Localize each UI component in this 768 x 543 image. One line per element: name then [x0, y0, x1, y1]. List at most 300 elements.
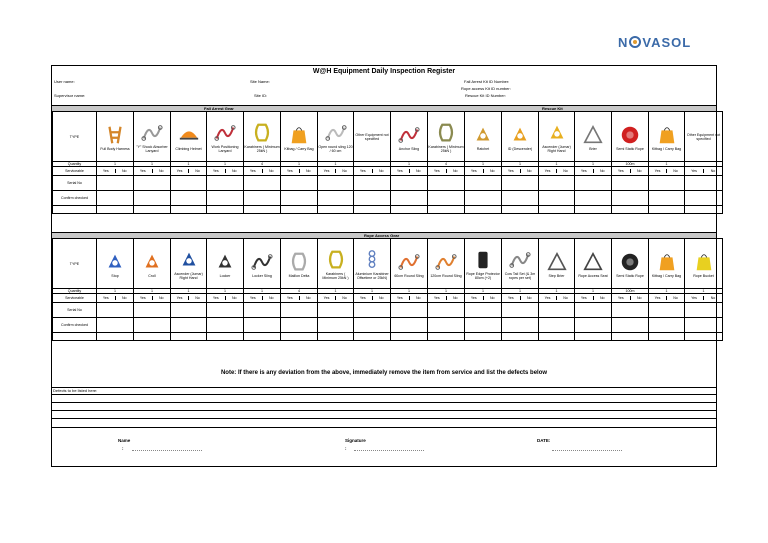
serial-cell[interactable] — [502, 303, 539, 318]
equipment-name: Aluminium Karabiner Offsetime or 25kN) — [355, 271, 389, 280]
blank-cell — [539, 206, 575, 214]
quantity-cell: 100m — [612, 289, 649, 294]
no-option[interactable]: No — [526, 169, 532, 173]
confirm-cell[interactable] — [354, 318, 391, 333]
serviceable-cell[interactable] — [685, 294, 723, 303]
no-option[interactable]: No — [415, 296, 421, 300]
sling-icon — [434, 251, 458, 273]
confirm-cell[interactable] — [465, 318, 502, 333]
yes-option[interactable]: Yes — [685, 296, 704, 300]
yes-option[interactable]: Yes — [428, 296, 447, 300]
equipment-type-cell — [134, 239, 171, 289]
equipment-name: 60cm Round Sling — [394, 273, 424, 278]
fall-arrest-kit-label: Fall Arrest Kit ID Number: — [464, 79, 510, 84]
no-option[interactable]: No — [268, 296, 274, 300]
serial-cell[interactable] — [649, 303, 685, 318]
name-colon: : — [122, 446, 124, 451]
confirm-cell[interactable] — [428, 318, 465, 333]
serviceable-cell[interactable] — [318, 167, 354, 176]
confirm-cell[interactable] — [318, 191, 354, 206]
quantity-cell: 1 — [281, 162, 318, 167]
ascender-icon — [177, 249, 201, 271]
serviceable-cell[interactable] — [612, 167, 649, 176]
sling-icon — [397, 251, 421, 273]
no-option[interactable]: No — [710, 169, 716, 173]
confirm-cell[interactable] — [612, 318, 649, 333]
serial-cell[interactable] — [97, 303, 134, 318]
serial-cell[interactable] — [612, 303, 649, 318]
confirm-cell[interactable] — [502, 318, 539, 333]
equipment-type-cell — [281, 112, 318, 162]
serviceable-cell[interactable] — [428, 294, 465, 303]
serviceable-cell[interactable] — [649, 294, 685, 303]
equipment-type-cell — [207, 112, 244, 162]
yes-option[interactable]: Yes — [685, 169, 704, 173]
confirm-cell[interactable] — [281, 191, 318, 206]
confirm-cell[interactable] — [244, 191, 281, 206]
blank-cell — [53, 333, 97, 341]
no-option[interactable]: No — [452, 296, 458, 300]
serial-cell[interactable] — [354, 303, 391, 318]
karabiner-icon — [324, 249, 348, 271]
yes-option[interactable]: Yes — [244, 169, 263, 173]
no-option[interactable]: No — [673, 296, 678, 300]
equipment-type-cell — [354, 239, 391, 289]
logo-o-mark — [629, 36, 641, 48]
blank-cell — [354, 333, 391, 341]
chain-icon — [360, 249, 384, 271]
yes-option[interactable]: Yes — [575, 169, 594, 173]
serviceable-row-label: Serviceable — [53, 167, 97, 176]
serial-cell[interactable] — [539, 176, 575, 191]
confirm-cell[interactable] — [97, 191, 134, 206]
serviceable-cell[interactable] — [575, 294, 612, 303]
equipment-type-cell — [171, 239, 207, 289]
equipment-type-cell — [244, 239, 281, 289]
no-option[interactable]: No — [378, 169, 384, 173]
equipment-type-cell — [318, 239, 354, 289]
confirm-cell[interactable] — [539, 191, 575, 206]
serial-cell[interactable] — [354, 176, 391, 191]
helmet-icon — [177, 124, 201, 146]
serviceable-cell[interactable] — [134, 294, 171, 303]
locker-icon — [213, 251, 237, 273]
defect-line — [52, 427, 716, 428]
serviceable-cell[interactable] — [354, 167, 391, 176]
karabiner-icon — [250, 122, 274, 144]
blank-cell — [612, 333, 649, 341]
equipment-name: Semi Static Rope — [616, 146, 644, 151]
rope-access-kit-label: Rope access Kit ID number: — [461, 86, 511, 91]
confirm-cell[interactable] — [649, 191, 685, 206]
equipment-type-cell — [465, 239, 502, 289]
confirm-cell[interactable] — [685, 318, 723, 333]
blank-cell — [465, 206, 502, 214]
equipment-name: Work Positioning Lanyard — [211, 144, 239, 153]
serviceable-cell[interactable] — [575, 167, 612, 176]
serviceable-cell[interactable] — [97, 167, 134, 176]
serial-cell[interactable] — [428, 176, 465, 191]
serial-cell[interactable] — [649, 176, 685, 191]
croll-icon — [140, 251, 164, 273]
serviceable-cell[interactable] — [354, 294, 391, 303]
confirm-cell[interactable] — [171, 318, 207, 333]
quantity-cell: 1 — [575, 289, 612, 294]
confirm-cell[interactable] — [685, 191, 723, 206]
date-field[interactable] — [552, 450, 622, 451]
blank-cell — [207, 333, 244, 341]
serial-cell[interactable] — [502, 176, 539, 191]
confirm-cell[interactable] — [134, 191, 171, 206]
serviceable-cell[interactable] — [281, 294, 318, 303]
yes-option[interactable]: Yes — [354, 169, 373, 173]
confirm-cell[interactable] — [354, 191, 391, 206]
defect-line — [52, 394, 716, 395]
yes-option[interactable]: Yes — [207, 169, 226, 173]
yes-option[interactable]: Yes — [171, 296, 189, 300]
no-option[interactable]: No — [378, 296, 384, 300]
yes-option[interactable]: Yes — [649, 169, 667, 173]
top-equipment-table — [52, 111, 723, 214]
confirm-cell[interactable] — [575, 318, 612, 333]
no-option[interactable]: No — [599, 296, 605, 300]
blank-cell — [391, 333, 428, 341]
confirm-cell[interactable] — [465, 191, 502, 206]
equipment-type-cell — [134, 112, 171, 162]
serviceable-cell[interactable] — [465, 167, 502, 176]
yes-option[interactable]: Yes — [575, 296, 594, 300]
no-option[interactable]: No — [526, 296, 532, 300]
yes-option[interactable]: Yes — [428, 169, 447, 173]
site-id-label: Site ID: — [254, 93, 268, 98]
bucket-icon — [692, 251, 716, 273]
fall-arrest-gear-heading: Fall Arrest Gear — [204, 106, 234, 111]
confirm-cell[interactable] — [649, 318, 685, 333]
serviceable-cell[interactable] — [685, 167, 723, 176]
quantity-cell: 4 — [281, 289, 318, 294]
blank-cell — [649, 206, 685, 214]
no-option[interactable]: No — [268, 169, 274, 173]
quantity-row-label: Quantity — [53, 162, 97, 167]
serviceable-cell[interactable] — [207, 294, 244, 303]
brier-icon — [581, 124, 605, 146]
signature-field[interactable] — [354, 450, 424, 451]
confirm-cell[interactable] — [502, 191, 539, 206]
no-option[interactable]: No — [158, 296, 164, 300]
yes-option[interactable]: Yes — [502, 169, 521, 173]
confirm-cell[interactable] — [612, 191, 649, 206]
equipment-type-cell — [612, 239, 649, 289]
blank-cell — [134, 206, 171, 214]
defects-label: Defects to be listed here: — [53, 388, 98, 393]
yes-option[interactable]: Yes — [465, 169, 484, 173]
equipment-name: Ratchet — [476, 146, 490, 151]
serviceable-row-label: Serviceable — [53, 294, 97, 303]
brier-icon — [545, 251, 569, 273]
serial-cell[interactable] — [97, 176, 134, 191]
equipment-name: Locker Sling — [252, 273, 272, 278]
quantity-cell: 1 — [171, 162, 207, 167]
maillon-icon — [287, 251, 311, 273]
no-option[interactable]: No — [415, 169, 421, 173]
serviceable-cell[interactable] — [244, 167, 281, 176]
serial-row-label: Serial No — [53, 303, 97, 318]
quantity-cell: 1 — [134, 162, 171, 167]
blank-cell — [685, 206, 723, 214]
no-option[interactable]: No — [342, 169, 347, 173]
quantity-cell: 1 — [465, 289, 502, 294]
serial-cell[interactable] — [391, 176, 428, 191]
supervisor-name-label: Supervisor name: — [54, 93, 86, 98]
no-option[interactable]: No — [195, 296, 200, 300]
yes-option[interactable]: Yes — [281, 169, 300, 173]
equipment-name: Full Body Harness — [100, 146, 130, 151]
serviceable-cell[interactable] — [318, 294, 354, 303]
blank-cell — [207, 206, 244, 214]
confirm-cell[interactable] — [134, 318, 171, 333]
signature-label: Signature — [345, 438, 366, 443]
serviceable-cell[interactable] — [649, 167, 685, 176]
confirm-cell[interactable] — [244, 318, 281, 333]
yes-option[interactable]: Yes — [97, 296, 116, 300]
blank-cell — [244, 333, 281, 341]
yes-option[interactable]: Yes — [391, 169, 410, 173]
blank-cell — [97, 206, 134, 214]
no-option[interactable]: No — [305, 296, 311, 300]
serial-cell[interactable] — [171, 176, 207, 191]
yes-option[interactable]: Yes — [134, 169, 153, 173]
yes-option[interactable]: Yes — [207, 296, 226, 300]
quantity-cell: 4 — [428, 162, 465, 167]
confirm-cell[interactable] — [207, 318, 244, 333]
serial-cell[interactable] — [685, 303, 723, 318]
no-option[interactable]: No — [121, 296, 127, 300]
no-option[interactable]: No — [195, 169, 200, 173]
no-option[interactable]: No — [452, 169, 458, 173]
equipment-name: Semi Static Rope — [616, 273, 644, 278]
serviceable-cell[interactable] — [465, 294, 502, 303]
no-option[interactable]: No — [563, 296, 568, 300]
serviceable-cell[interactable] — [539, 294, 575, 303]
deviation-note: Note: If there is any deviation from the above, immediately remove the item from service and list the defects below — [220, 370, 548, 376]
yes-option[interactable]: Yes — [318, 169, 336, 173]
bag-icon — [655, 124, 679, 146]
confirm-cell[interactable] — [391, 318, 428, 333]
serviceable-cell[interactable] — [134, 167, 171, 176]
no-option[interactable]: No — [636, 169, 642, 173]
divider — [52, 387, 716, 388]
quantity-cell: 1 — [207, 162, 244, 167]
blank-cell — [354, 206, 391, 214]
confirm-cell[interactable] — [428, 191, 465, 206]
serial-cell[interactable] — [465, 303, 502, 318]
confirm-cell[interactable] — [207, 191, 244, 206]
quantity-cell: 1 — [539, 162, 575, 167]
no-option[interactable]: No — [563, 169, 568, 173]
no-option[interactable]: No — [231, 296, 237, 300]
no-option[interactable]: No — [636, 296, 642, 300]
yes-option[interactable]: Yes — [171, 169, 189, 173]
type-row-label: TYPE — [53, 112, 97, 162]
rescue-kit-label: Rescue Kit ID Number: — [465, 93, 506, 98]
confirm-cell[interactable] — [539, 318, 575, 333]
equipment-name: Rope Access Seat — [578, 273, 608, 278]
serviceable-cell[interactable] — [539, 167, 575, 176]
serial-cell[interactable] — [207, 303, 244, 318]
equipment-type-cell — [649, 112, 685, 162]
serial-cell[interactable] — [685, 176, 723, 191]
sling-icon — [324, 122, 348, 144]
serial-cell[interactable] — [244, 303, 281, 318]
equipment-name: 120cm Round Sling — [430, 273, 462, 278]
equipment-name: Open round sling 120 / 60 cm — [318, 144, 353, 153]
confirm-cell[interactable] — [97, 318, 134, 333]
descender-icon — [508, 124, 532, 146]
yes-option[interactable]: Yes — [502, 296, 521, 300]
yes-option[interactable]: Yes — [649, 296, 667, 300]
serial-cell[interactable] — [575, 303, 612, 318]
quantity-cell: 1 — [649, 162, 685, 167]
serviceable-cell[interactable] — [502, 294, 539, 303]
yes-option[interactable]: Yes — [134, 296, 153, 300]
no-option[interactable]: No — [599, 169, 605, 173]
equipment-type-cell — [685, 112, 723, 162]
confirm-cell[interactable] — [391, 191, 428, 206]
quantity-cell: 1 — [685, 289, 723, 294]
equipment-name: Kitbag / Carry Bag — [651, 146, 682, 151]
serviceable-cell[interactable] — [207, 167, 244, 176]
serial-cell[interactable] — [281, 303, 318, 318]
serial-cell[interactable] — [244, 176, 281, 191]
serviceable-cell[interactable] — [281, 167, 318, 176]
confirm-cell[interactable] — [281, 318, 318, 333]
serial-cell[interactable] — [428, 303, 465, 318]
equipment-type-cell — [354, 112, 391, 162]
quantity-cell: 1 — [171, 289, 207, 294]
serviceable-cell[interactable] — [97, 294, 134, 303]
equipment-type-cell — [612, 112, 649, 162]
equipment-name: Croll — [148, 273, 156, 278]
no-option[interactable]: No — [489, 169, 495, 173]
confirm-cell[interactable] — [171, 191, 207, 206]
serial-cell[interactable] — [539, 303, 575, 318]
serial-cell[interactable] — [391, 303, 428, 318]
serviceable-cell[interactable] — [502, 167, 539, 176]
serviceable-cell[interactable] — [244, 294, 281, 303]
equipment-type-cell — [649, 239, 685, 289]
yes-option[interactable]: Yes — [97, 169, 116, 173]
user-name-label: User name: — [54, 79, 75, 84]
harness-icon — [103, 124, 127, 146]
name-field[interactable] — [132, 450, 202, 451]
no-option[interactable]: No — [342, 296, 347, 300]
quantity-cell: 1 — [318, 162, 354, 167]
bag-icon — [287, 124, 311, 146]
serial-cell[interactable] — [612, 176, 649, 191]
logo-text: VASOL — [642, 34, 692, 50]
blank-cell — [502, 333, 539, 341]
serial-cell[interactable] — [171, 303, 207, 318]
sling-icon — [397, 124, 421, 146]
blank-cell — [244, 206, 281, 214]
blank-cell — [318, 206, 354, 214]
yes-option[interactable]: Yes — [612, 296, 631, 300]
equipment-name: Rope Edge Protector 80cm (+2) — [466, 271, 500, 280]
confirm-cell[interactable] — [575, 191, 612, 206]
serial-cell[interactable] — [281, 176, 318, 191]
yes-option[interactable]: Yes — [612, 169, 631, 173]
no-option[interactable]: No — [673, 169, 678, 173]
serial-cell[interactable] — [134, 176, 171, 191]
logo-text: N — [618, 34, 629, 50]
equipment-name: Karabiners ( Minimum 25kN ) — [428, 144, 464, 153]
blank-cell — [575, 333, 612, 341]
serviceable-cell[interactable] — [171, 167, 207, 176]
no-option[interactable]: No — [710, 296, 716, 300]
blank-cell — [575, 206, 612, 214]
equipment-name: Anchor Sling — [398, 146, 420, 151]
equipment-type-cell — [428, 239, 465, 289]
no-option[interactable]: No — [305, 169, 311, 173]
blank-cell — [97, 333, 134, 341]
yes-option[interactable]: Yes — [391, 296, 410, 300]
no-option[interactable]: No — [489, 296, 495, 300]
serviceable-cell[interactable] — [612, 294, 649, 303]
yes-option[interactable]: Yes — [281, 296, 300, 300]
serial-cell[interactable] — [318, 176, 354, 191]
serial-cell[interactable] — [207, 176, 244, 191]
quantity-cell: 1 — [318, 289, 354, 294]
yes-option[interactable]: Yes — [244, 296, 263, 300]
serviceable-cell[interactable] — [428, 167, 465, 176]
serviceable-cell[interactable] — [391, 167, 428, 176]
no-option[interactable]: No — [121, 169, 127, 173]
serviceable-cell[interactable] — [171, 294, 207, 303]
blank-cell — [502, 206, 539, 214]
serviceable-cell[interactable] — [391, 294, 428, 303]
ratchet-icon — [471, 124, 495, 146]
serial-cell[interactable] — [465, 176, 502, 191]
equipment-name: Brier — [589, 146, 597, 151]
blank-cell — [318, 333, 354, 341]
bag-icon — [655, 251, 679, 273]
equipment-type-cell — [318, 112, 354, 162]
equipment-name: Maillon Delta — [288, 273, 310, 278]
quantity-cell: 1 — [97, 289, 134, 294]
quantity-row-label: Quantity — [53, 289, 97, 294]
yes-option[interactable]: Yes — [354, 296, 373, 300]
serial-cell[interactable] — [134, 303, 171, 318]
equipment-name: Kitbag / Carry Bag — [651, 273, 682, 278]
quantity-cell: 1 — [539, 289, 575, 294]
quantity-cell: 1 — [391, 289, 428, 294]
seat-icon — [581, 251, 605, 273]
no-option[interactable]: No — [158, 169, 164, 173]
no-option[interactable]: No — [231, 169, 237, 173]
equipment-type-cell — [539, 112, 575, 162]
bottom-equipment-table — [52, 238, 723, 341]
equipment-name: Other Equipment not specified — [686, 132, 721, 141]
serial-cell[interactable] — [575, 176, 612, 191]
name-label: Name — [118, 438, 131, 443]
confirm-cell[interactable] — [318, 318, 354, 333]
yes-option[interactable]: Yes — [539, 296, 557, 300]
yes-option[interactable]: Yes — [465, 296, 484, 300]
serial-cell[interactable] — [318, 303, 354, 318]
yes-option[interactable]: Yes — [539, 169, 557, 173]
yes-option[interactable]: Yes — [318, 296, 336, 300]
type-row-label: TYPE — [53, 239, 97, 289]
